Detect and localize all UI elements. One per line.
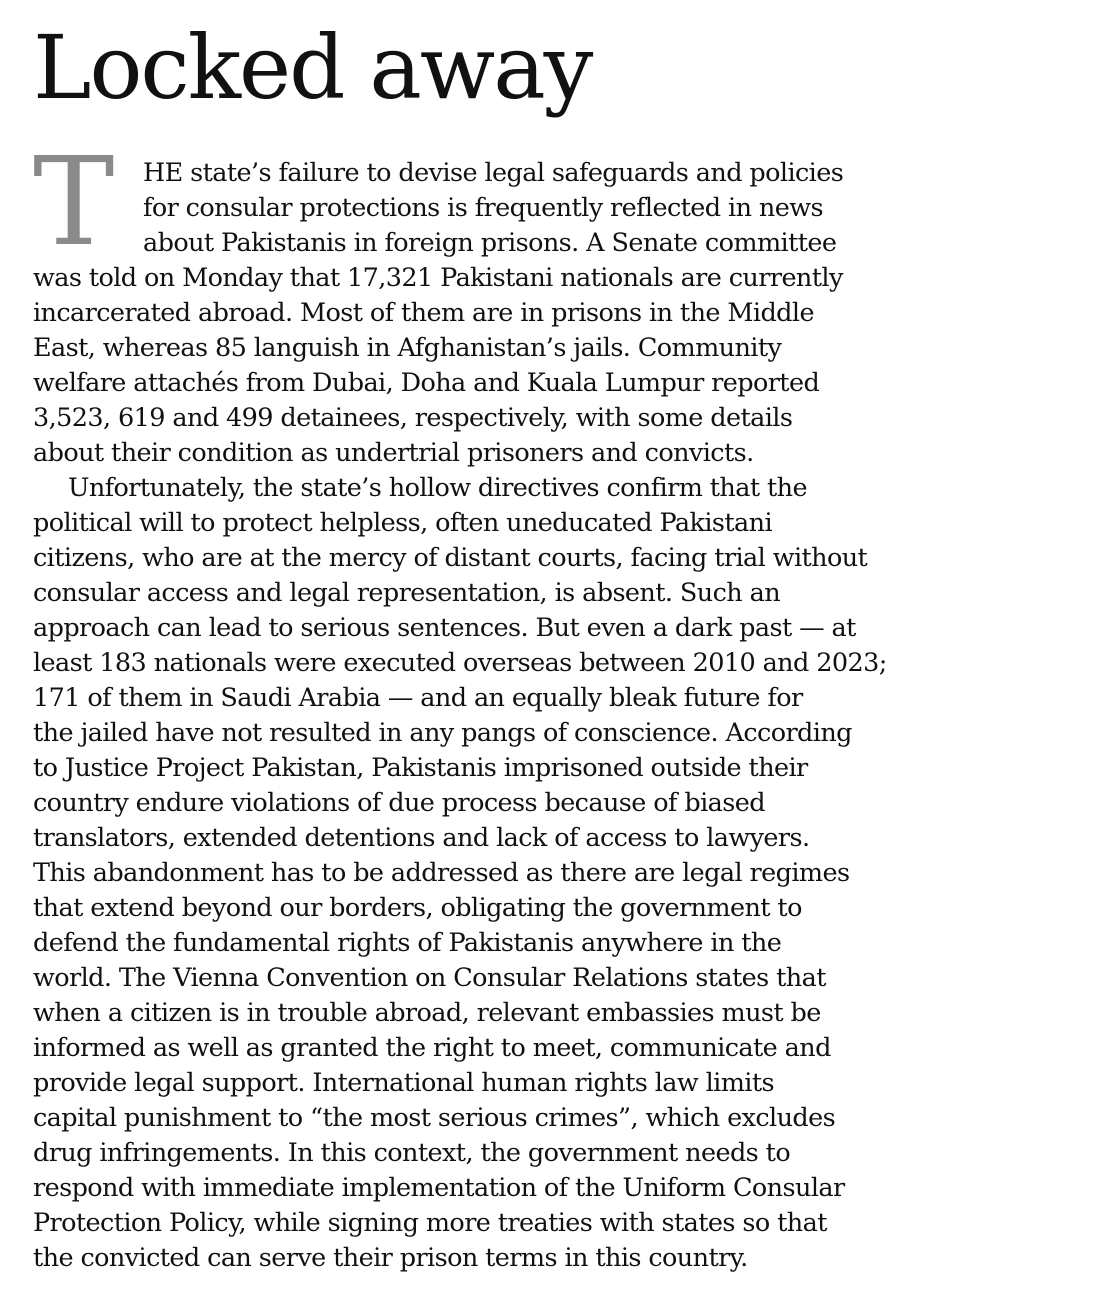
- text-line: 3,523, 619 and 499 detainees, respectively, with some details: [33, 403, 793, 433]
- text-line: consular access and legal representation, is absent. Such an: [33, 578, 781, 608]
- text-line: defend the fundamental rights of Pakistanis anywhere in the: [33, 928, 782, 958]
- text-line: least 183 nationals were executed overseas between 2010 and 2023;: [33, 648, 887, 678]
- text-line: translators, extended detentions and lack of access to lawyers.: [33, 823, 810, 853]
- text-line: drug infringements. In this context, the government needs to: [33, 1138, 791, 1168]
- text-line: Unfortunately, the state’s hollow directives confirm that the: [68, 473, 807, 503]
- text-line: provide legal support. International human rights law limits: [33, 1068, 774, 1098]
- text-line: This abandonment has to be addressed as there are legal regimes: [33, 858, 850, 888]
- text-line: the jailed have not resulted in any pangs of conscience. According: [33, 718, 852, 748]
- text-line: respond with immediate implementation of the Uniform Consular: [33, 1173, 845, 1203]
- text-line: HE state’s failure to devise legal safeguards and policies: [143, 158, 844, 188]
- text-line: Protection Policy, while signing more treaties with states so that: [33, 1208, 827, 1238]
- text-line: about Pakistanis in foreign prisons. A Senate committee: [143, 228, 837, 258]
- text-line: informed as well as granted the right to meet, communicate and: [33, 1033, 831, 1063]
- paragraph-1: [33, 131, 1083, 471]
- text-line: about their condition as undertrial prisoners and convicts.: [33, 438, 754, 468]
- text-line: incarcerated abroad. Most of them are in prisons in the Middle: [33, 298, 814, 328]
- text-line: for consular protections is frequently reflected in news: [143, 193, 823, 223]
- text-line: world. The Vienna Convention on Consular Relations states that: [33, 963, 826, 993]
- text-line: approach can lead to serious sentences. But even a dark past — at: [33, 613, 856, 643]
- text-line: to Justice Project Pakistan, Pakistanis imprisoned outside their: [33, 753, 808, 783]
- text-line: was told on Monday that 17,321 Pakistani nationals are currently: [33, 263, 843, 293]
- text-line: 171 of them in Saudi Arabia — and an equally bleak future for: [33, 683, 803, 713]
- headline: Locked away: [33, 16, 592, 119]
- text-line: political will to protect helpless, often uneducated Pakistani: [33, 508, 773, 538]
- text-line: citizens, who are at the mercy of distant courts, facing trial without: [33, 543, 868, 573]
- text-line: that extend beyond our borders, obligating the government to: [33, 893, 802, 923]
- text-line: the convicted can serve their prison terms in this country.: [33, 1243, 748, 1273]
- article-body: [33, 131, 1083, 1276]
- text-line: when a citizen is in trouble abroad, relevant embassies must be: [33, 998, 821, 1028]
- text-line: welfare attachés from Dubai, Doha and Kuala Lumpur reported: [33, 368, 820, 398]
- editorial-article: [33, 14, 1083, 1276]
- drop-cap: T: [33, 131, 114, 273]
- text-line: country endure violations of due process because of biased: [33, 788, 765, 818]
- text-line: capital punishment to “the most serious crimes”, which excludes: [33, 1103, 836, 1133]
- text-line: East, whereas 85 languish in Afghanistan’s jails. Community: [33, 333, 782, 363]
- paragraph-2: [33, 471, 1083, 1276]
